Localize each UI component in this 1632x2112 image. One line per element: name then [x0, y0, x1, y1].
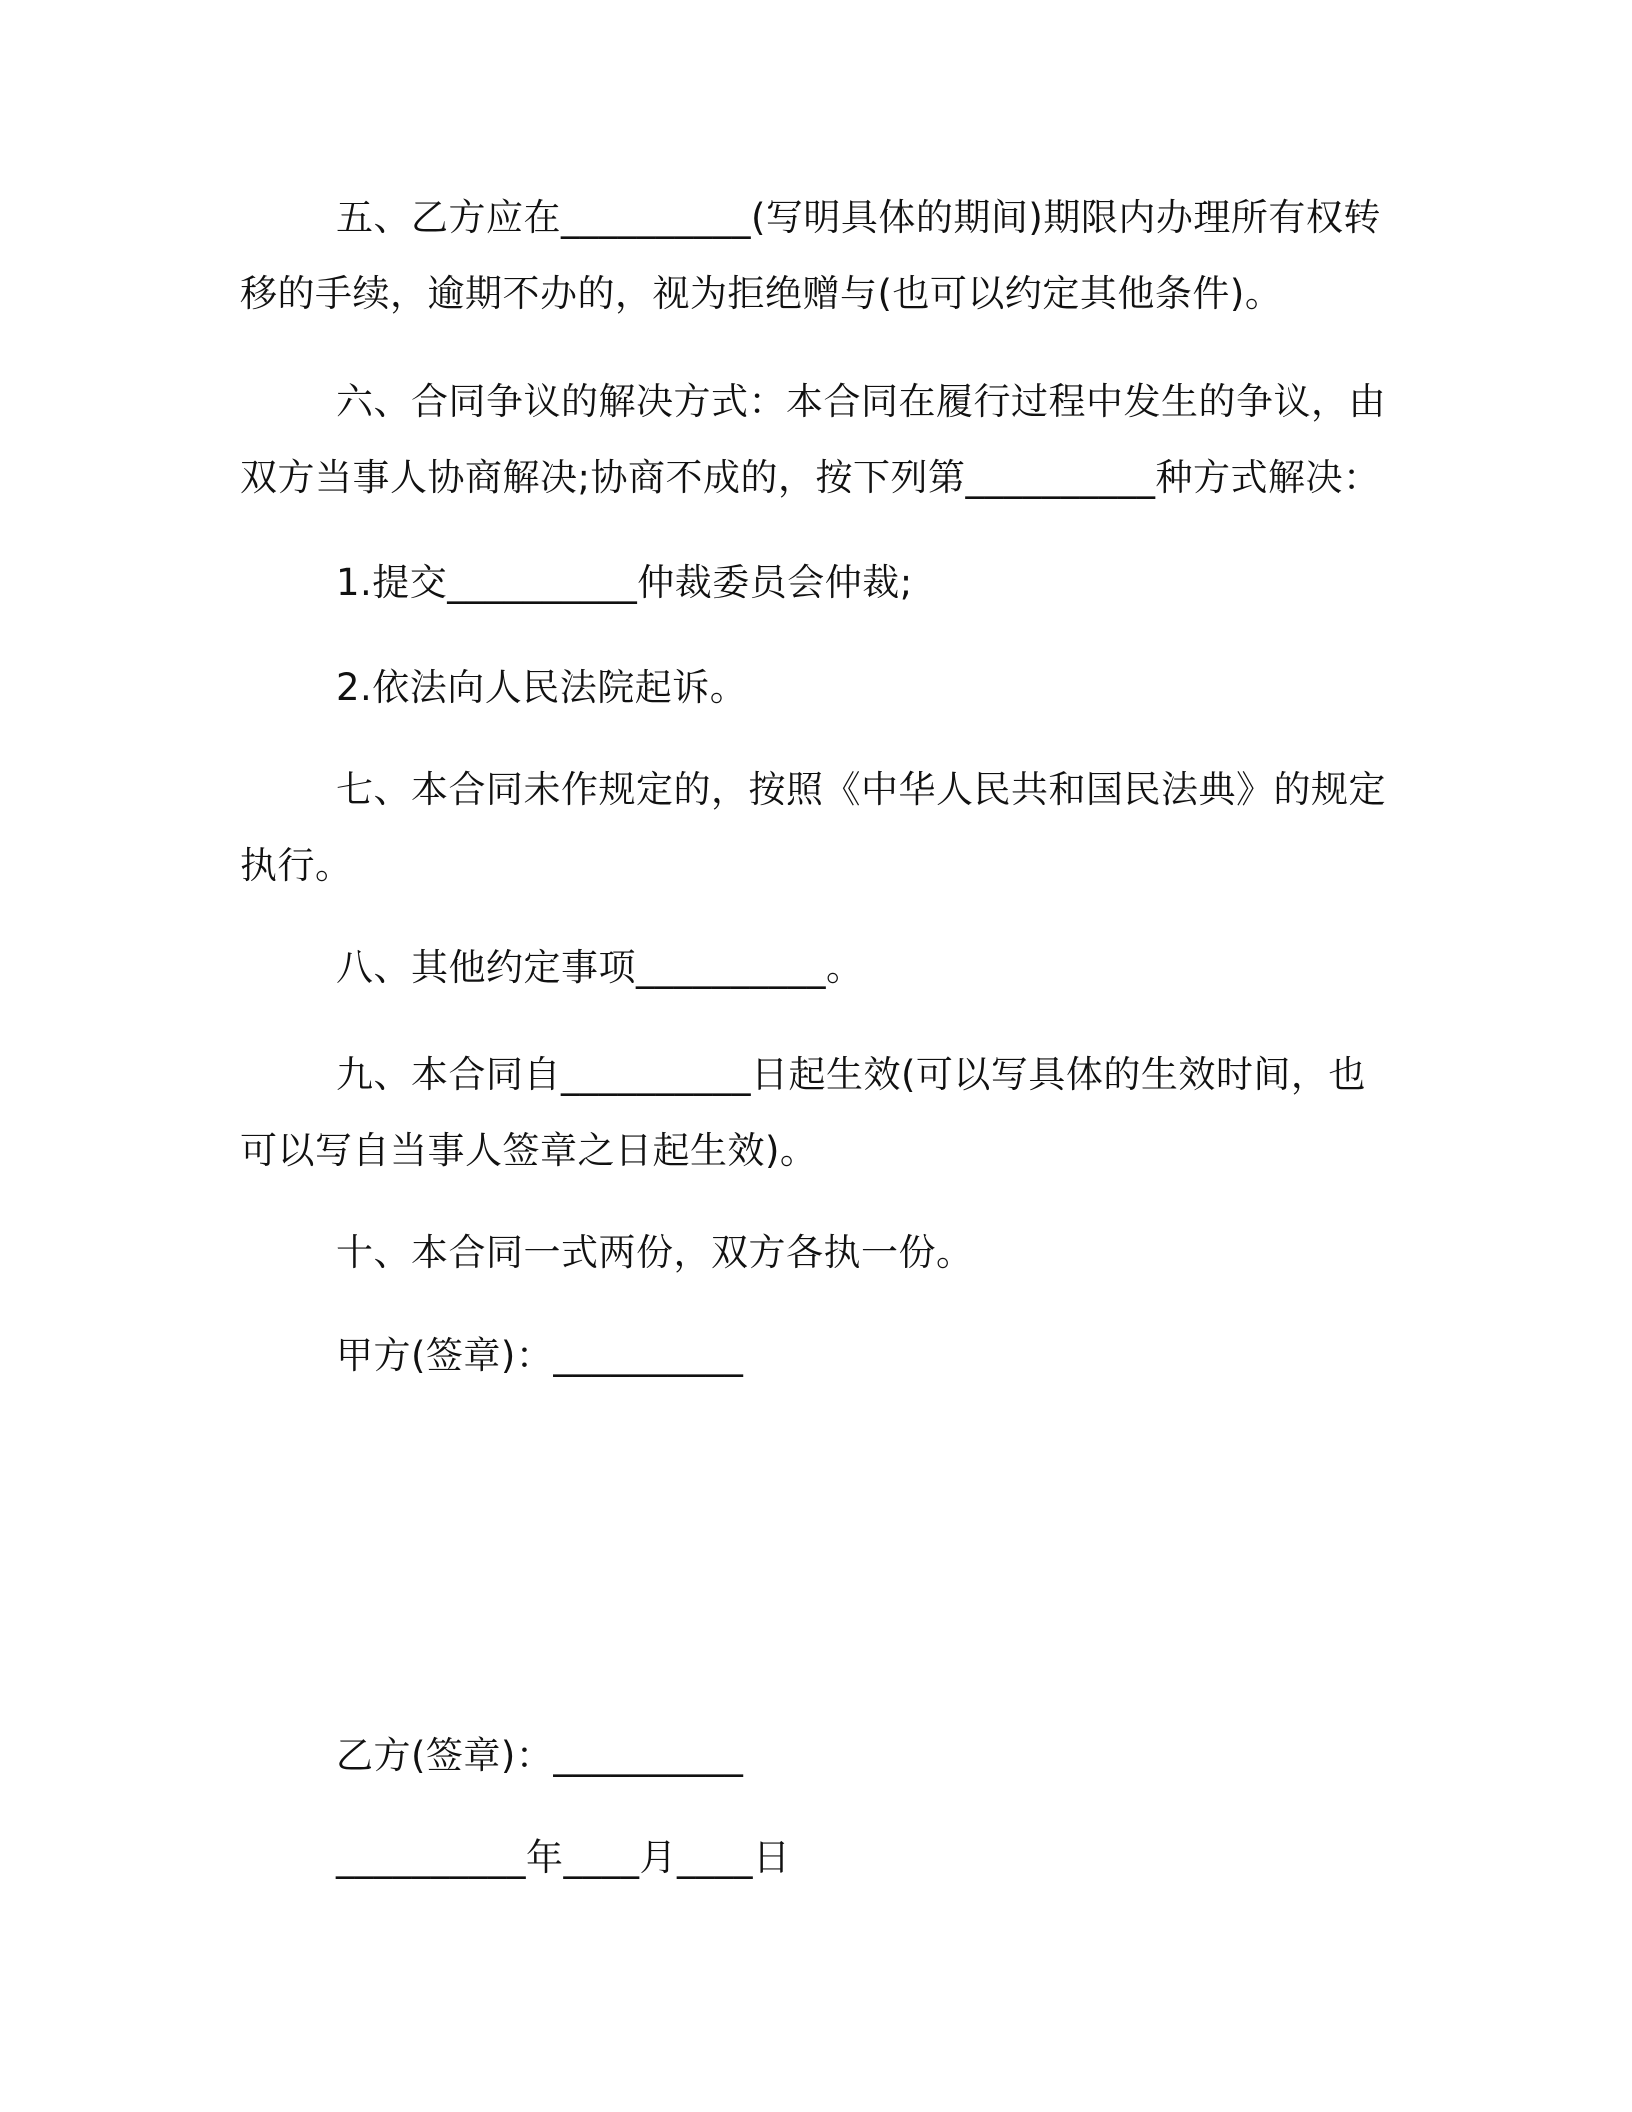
clause-5: 五、乙方应在__________(写明具体的期间)期限内办理所有权转移的手续，逾期不办的，视为拒绝赠与(也可以约定其他条件)。 — [240, 196, 1381, 315]
clause-9: 九、本合同自__________日起生效(可以写具体的生效时间，也可以写自当事人签章之日起生效)。 — [240, 1053, 1366, 1172]
clause-6: 六、合同争议的解决方式：本合同在履行过程中发生的争议，由双方当事人协商解决;协商不成的，按下列第__________种方式解决： — [240, 380, 1386, 499]
party-a-signature-line: 甲方(签章)：__________ — [336, 1334, 744, 1377]
clause-7: 七、本合同未作规定的，按照《中华人民共和国民法典》的规定执行。 — [240, 768, 1386, 887]
date-line: __________年____月____日 — [336, 1836, 791, 1879]
party-b-signature-line: 乙方(签章)：__________ — [336, 1734, 744, 1777]
clause-6-option-2: 2.依法向人民法院起诉。 — [336, 666, 748, 709]
clause-8: 八、其他约定事项__________。 — [336, 946, 864, 989]
clause-6-option-1: 1.提交__________仲裁委员会仲裁; — [336, 561, 913, 604]
clause-10: 十、本合同一式两份，双方各执一份。 — [336, 1231, 974, 1274]
